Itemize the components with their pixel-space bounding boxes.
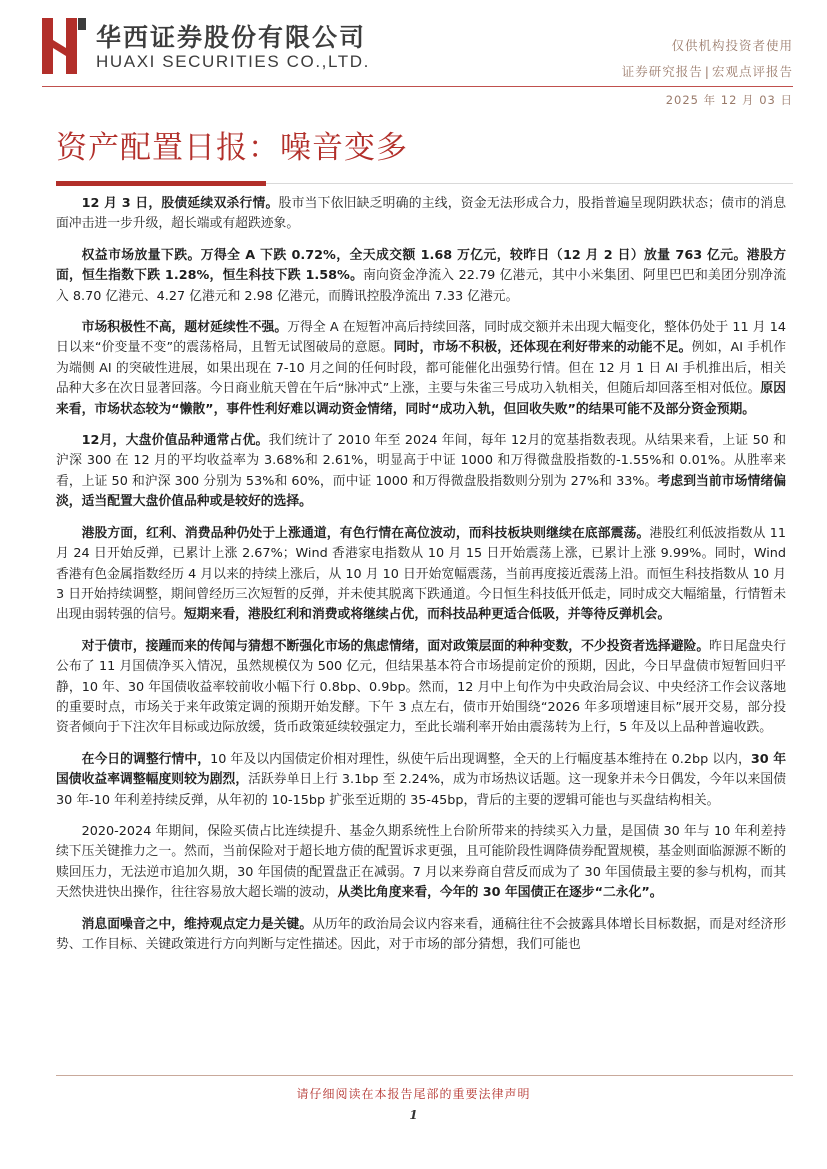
text-run: 2020-2024 年期间，保险买债占比连续提升、基金久期系统性上台阶所带来的持续买入力量，是国债 30 年与 10 年利差持续下压关键推力之一。然而，当前保险对于超长地方债的配置诉求更强，且可能阶段性调降债券配置规模，基金则面临源源不断的赎回压力，无法逆市追加久期，30 年国债的配置盘正在减弱。7 月以来券商自营反而成为了 30 年国债最主要的参与机构，而其天然快进快出操作，往往容易放大超长端的波动，	[56, 823, 786, 901]
report-body	[56, 194, 786, 966]
text-run: 例如，AI 手机作为端侧 AI 的突破性进展，如果出现在 7-10 月之间的任何时段，都可能催化出强势行情。但在 12 月 1 日 AI 手机推出后，相关品种大多在次日显著回落。今日商业航天曾在午后“脉冲式”上涨，主要与朱雀三号成功入轨相关，但随后却回落至相对低位。	[56, 340, 787, 397]
text-run: 万得全 A 在短暂冲高后持续回落，同时成交额并未出现大幅变化，整体仍处于 11 月 14 日以来“价变量不变”的震荡格局，且暂无试图破局的意愿。	[56, 320, 786, 356]
huaxi-logo-icon	[42, 18, 86, 74]
body-paragraph	[56, 524, 786, 626]
report-date: 2025 年 12 月 03 日	[665, 93, 793, 107]
bold-text-run: 原因来看，市场状态较为“懒散”，事件性利好难以调动资金情绪，同时“成功入轨，但回收失败”的结果可能不及部分资金预期。	[56, 381, 787, 417]
text-run: 从历年的政治局会议内容来看，通稿往往不会披露具体增长目标数据，而是对经济形势、工作目标、关键政策进行方向判断与定性描述。因此，对于市场的部分猜想，我们可能也	[56, 916, 787, 952]
text-run: 股市当下依旧缺乏明确的主线，资金无法形成合力，股指普遍呈现阴跌状态；债市的消息面冲击进一步升级，超长端或有超跌迹象。	[56, 196, 787, 232]
body-paragraph	[56, 431, 786, 513]
body-paragraph	[56, 318, 786, 420]
bold-text-run: 消息面噪音之中，维持观点定力是关键。	[81, 916, 313, 932]
bold-text-run: 30 年国债收益率调整幅度则较为剧烈，	[56, 751, 787, 788]
company-name-en: HUAXI SECURITIES CO.,LTD.	[96, 52, 370, 71]
report-type-line	[622, 62, 793, 80]
audience-note: 仅供机构投资者使用	[671, 38, 793, 53]
body-paragraph	[56, 750, 786, 811]
report-subtype: 宏观点评报告	[711, 64, 793, 79]
company-name-cn: 华西证券股份有限公司	[96, 23, 367, 52]
text-run: 我们统计了 2010 年至 2024 年间，每年 12月的宽基指数表现。从结果来看，上证 50 和沪深 300 在 12 月的平均收益率为 3.68%和 2.61%，明显高于中证 1000 和万得微盘股指数的-1.55%和 0.01%。从胜率来看，上证 50 和沪深 300 分别为 53%和 60%，而中证 1000 和万得微盘股指数则分别为 27%和 33%。	[56, 433, 786, 489]
bold-text-run: 对于债市，接踵而来的传闻与猜想不断强化市场的焦虑情绪，面对政策层面的种种变数，不少投资者选择避险。	[81, 638, 710, 654]
bold-text-run: 权益市场放量下跌。万得全 A 下跌 0.72%，全天成交额 1.68 万亿元，较昨日（12 月 2 日）放量 763 亿元。港股方面，恒生指数下跌 1.28%，恒生科技下跌 1.58%。	[56, 247, 786, 284]
body-paragraph	[56, 194, 786, 235]
text-run: 南向资金净流入 22.79 亿港元，其中小米集团、阿里巴巴和美团分别净流入 8.70 亿港元、4.27 亿港元和 2.98 亿港元，而腾讯控股净流出 7.33 亿港元。	[56, 268, 786, 304]
bold-text-run: 在今日的调整行情中，	[81, 751, 211, 767]
bold-text-run: 12 月 3 日，股债延续双杀行情。	[81, 196, 279, 211]
text-run: 10 年及以内国债定价相对理性，纵使午后出现调整，全天的上行幅度基本维持在 0.2bp 以内，	[210, 751, 751, 767]
report-type-separator: |	[704, 64, 710, 79]
bold-text-run: 12月，大盘价值品种通常占优。	[81, 433, 269, 449]
bold-text-run: 港股方面，红利、消费品种仍处于上涨通道，有色行情在高位波动，而科技板块则继续在底部震荡。	[81, 525, 650, 541]
text-run: 活跃券单日上行 3.1bp 至 2.24%，成为市场热议话题。这一现象并未今日偶发，今年以来国债 30 年-10 年利差持续反弹，从年初的 10-15bp 扩张至近期的 35-45bp，背后的主要的逻辑可能也与买盘结构相关。	[56, 772, 786, 808]
body-paragraph	[56, 915, 786, 956]
report-title: 资产配置日报：噪音变多	[56, 130, 408, 166]
page-number: 1	[409, 1108, 418, 1122]
text-run: 港股红利低波指数从 11 月 24 日开始反弹，已累计上涨 2.67%；Wind 香港家电指数从 10 月 15 日开始震荡上涨，已累计上涨 9.99%。同时，Wind 香港有色金属指数经历 4 月以来的持续上涨后，从 10 月 10 日开始宽幅震荡，当前再度接近震荡上沿。而恒生科技指数从 10 月 3 日开始持续调整，期间曾经历三次短暂的反弹，并未使其脱离下跌通道。今日恒生科技低开低走，同时成交大幅缩量，行情暂未出现由弱转强的信号。	[56, 525, 787, 623]
text-run: 昨日尾盘央行公布了 11 月国债净买入情况，虽然规模仅为 500 亿元，但结果基本符合市场提前定价的预期，因此，今日早盘债市短暂回归平静，10 年、30 年国债收益率较前收小幅下行 0.8bp、0.9bp。然而，12 月中上旬作为中央政治局会议、中央经济工作会议落地的重要时点，市场关于来年政策定调的预期开始发酵。下午 3 点左右，债市开始围绕“2026 年多项增速目标”展开交易，部分投资者倾向于下注次年目标或边际放缓，货币政策延续较强定力，至此长端利率开始由震荡转为上行，5 年及以上品种普遍收跌。	[56, 638, 787, 736]
header-divider	[42, 86, 793, 87]
footer-divider	[56, 1075, 793, 1076]
body-paragraph	[56, 246, 786, 307]
bold-text-run: 从类比角度来看，今年的 30 年国债正在逐步“二永化”。	[337, 885, 663, 901]
body-paragraph	[56, 637, 786, 739]
legal-disclaimer: 请仔细阅读在本报告尾部的重要法律声明	[296, 1087, 531, 1101]
bold-text-run: 市场积极性不高，题材延续性不强。	[81, 320, 288, 336]
report-type: 证券研究报告	[621, 64, 703, 79]
bold-text-run: 同时，市场不积极，还体现在利好带来的动能不足。	[393, 340, 692, 356]
title-accent-bar	[56, 181, 266, 186]
body-paragraph	[56, 822, 786, 904]
bold-text-run: 考虑到当前市场情绪偏淡，适当配置大盘价值品种或是较好的选择。	[56, 473, 787, 510]
bold-text-run: 短期来看，港股红利和消费或将继续占优，而科技品种更适合低吸，并等待反弹机会。	[183, 607, 671, 623]
